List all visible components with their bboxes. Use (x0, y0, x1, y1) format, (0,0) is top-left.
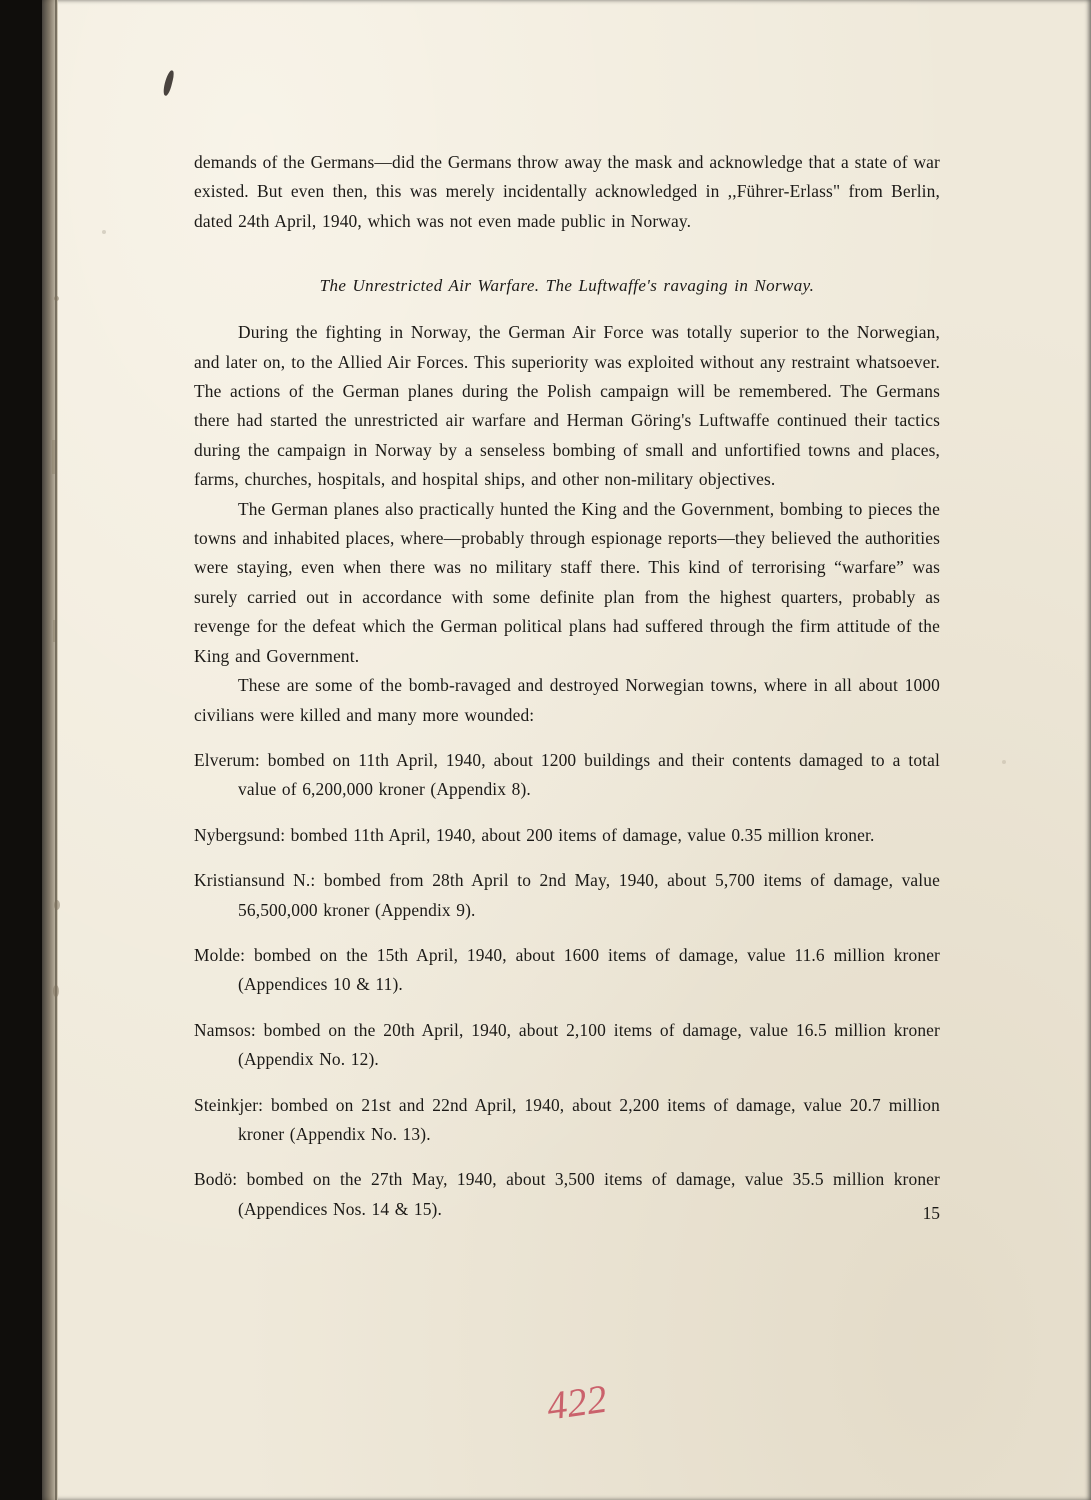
town-entry-namsos: Namsos: bombed on the 20th April, 1940, about 2,100 items of damage, value 16.5 million kroner (Appendix No. 12). (194, 1019, 940, 1070)
binding-gutter-line (55, 0, 57, 1500)
page-number: 15 (922, 1203, 940, 1223)
section-heading: The Unrestricted Air Warfare. The Luftwaffe's ravaging in Norway. (319, 276, 815, 296)
town-entry-kristiansund: Kristiansund N.: bombed from 28th April to 2nd May, 1940, about 5,700 items of damage, value 56,500,000 kroner (Appendix 9). (194, 870, 940, 920)
paragraph-air-superiority: During the fighting in Norway, the German Air Force was totally superior to the Norwegian, and later on, to the Allied Air Forces. This superiority was exploited without any restraint whatsoever. The actions of the German planes during the Polish campaign will be remembered. The Germans there had started the unrestricted air warfare and Herman Göring's Luftwaffe continued their tactics during the campaign in Norway by a senseless bombing of small and unfortified towns and places, farms, churches, hospitals, and hospital ships, and other non-military objectives. (194, 322, 940, 490)
paper-speck (102, 230, 106, 234)
text-column (194, 148, 940, 1224)
paper-speck (1002, 760, 1006, 764)
paper-fiber (53, 620, 55, 642)
page-sheet (42, 0, 1091, 1500)
paragraph-list-intro: These are some of the bomb-ravaged and destroyed Norwegian towns, where in all about 1000 civilians were killed and many more wounded: (194, 675, 940, 725)
paper-fiber (52, 440, 55, 474)
town-entry-bodo: Bodö: bombed on the 27th May, 1940, about 3,500 items of damage, value 35.5 million kroner (Appendices Nos. 14 & 15). (194, 1169, 940, 1219)
handwritten-annotation: 422 (544, 1375, 610, 1429)
paragraph-continuation: demands of the Germans—did the Germans throw away the mask and acknowledge that a state of war existed. But even then, this was merely incidentally acknowledged in ,,Führer-Erlass" from Berlin, dated 24th April, 1940, which was not even made public in Norway. (194, 152, 940, 231)
paragraph-hunting-king: The German planes also practically hunted the King and the Government, bombing to pieces the towns and inhabited places, where—probably through espionage reports—they believed the authorities were staying, even when there was no military staff there. This kind of terrorising “warfare” was surely carried out in accordance with some definite plan from the highest quarters, probably as revenge for the defeat which the German political plans had suffered through the firm attitude of the King and Government. (194, 498, 940, 666)
paper-speck (54, 296, 59, 301)
paper-speck (54, 900, 60, 910)
scan-background-left (0, 0, 44, 1500)
town-entry-elverum: Elverum: bombed on 11th April, 1940, about 1200 buildings and their contents damaged to a total value of 6,200,000 kroner (Appendix 8). (194, 749, 940, 800)
town-entry-molde: Molde: bombed on the 15th April, 1940, about 1600 items of damage, value 11.6 million kroner (Appendices 10 & 11). (194, 944, 940, 995)
town-entry-steinkjer: Steinkjer: bombed on 21st and 22nd April, 1940, about 2,200 items of damage, value 20.7 million kroner (Appendix No. 13). (194, 1094, 940, 1144)
town-entry-nybergsund: Nybergsund: bombed 11th April, 1940, about 200 items of damage, value 0.35 million kroner. (194, 824, 875, 845)
paper-blemish (162, 70, 175, 97)
paper-speck (53, 985, 59, 997)
